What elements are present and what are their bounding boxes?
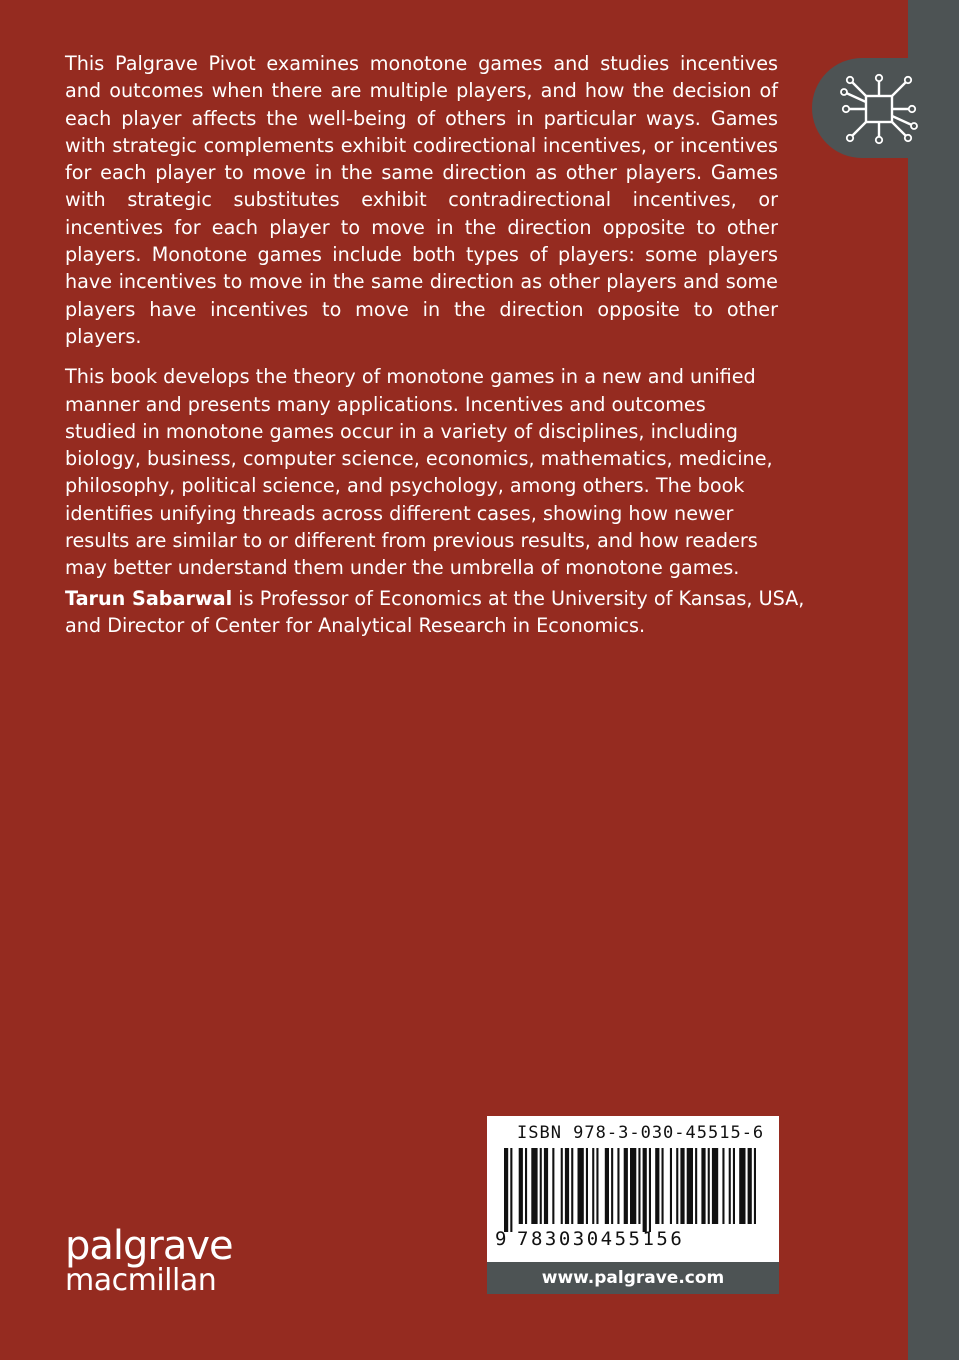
barcode-bar xyxy=(525,1148,527,1224)
barcode-bar xyxy=(748,1148,752,1224)
barcode-bar xyxy=(630,1148,636,1224)
spine-strip xyxy=(908,0,959,1360)
barcode-bar xyxy=(540,1148,542,1224)
barcode-bar xyxy=(754,1148,756,1224)
barcode-bar xyxy=(729,1148,731,1224)
publisher-logo xyxy=(65,1223,233,1298)
barcode-bar xyxy=(712,1148,718,1224)
author-name: Tarun Sabarwal xyxy=(65,587,233,610)
series-tab xyxy=(812,58,959,158)
barcode-bars xyxy=(502,1148,764,1232)
barcode-bar xyxy=(578,1148,584,1224)
barcode-bar xyxy=(519,1148,523,1224)
blurb-paragraph-1: This Palgrave Pivot examines monotone games and studies incentives and outcomes when there are multiple players, and how the decision of each player affects the well-being of others in particular ways. Games with strategic complements exhibit codirectional incentives, or incentives for each player to move in the same direction as other players. Games with strategic substitutes exhibit contradirectional incentives, or incentives for each player to move in the direction opposite to other players. Monotone games include both types of players: some players have incentives to move in the same direction as other players and some players have incentives to move in the direction opposite to other players. xyxy=(65,52,778,348)
barcode-bar xyxy=(670,1148,672,1224)
publisher-logo-line2: macmillan xyxy=(65,1263,217,1298)
barcode-bar xyxy=(662,1148,664,1224)
barcode-bar xyxy=(571,1148,573,1224)
barcode-bar xyxy=(565,1148,569,1224)
blurb-text xyxy=(65,50,778,595)
barcode-bar xyxy=(510,1148,512,1232)
barcode-digits: 783030455156 xyxy=(517,1228,685,1250)
barcode-bar xyxy=(638,1148,640,1224)
isbn-label: ISBN 978-3-030-45515-6 xyxy=(517,1123,765,1143)
publisher-url: www.palgrave.com xyxy=(487,1262,779,1294)
barcode-bar xyxy=(531,1148,537,1224)
barcode-bar xyxy=(649,1148,651,1232)
barcode-bar xyxy=(676,1148,678,1224)
barcode-bar xyxy=(655,1148,659,1224)
barcode-bar xyxy=(592,1148,594,1224)
barcode-bar xyxy=(739,1148,745,1224)
barcode-bar xyxy=(605,1148,609,1224)
barcode-bar xyxy=(695,1148,697,1224)
network-node-icon xyxy=(840,70,918,148)
barcode-bar xyxy=(611,1148,613,1224)
barcode-bar xyxy=(596,1148,598,1224)
publisher-logo-line1: palgrave xyxy=(65,1223,233,1269)
barcode-bar xyxy=(701,1148,705,1224)
barcode-bar xyxy=(504,1148,508,1232)
barcode-bar xyxy=(586,1148,588,1224)
author-bio-text: is Professor of Economics at the University of Kansas, USA, and Director of Center for Analytical Research in Economics. xyxy=(65,587,805,638)
barcode-first-digit: 9 xyxy=(495,1228,507,1250)
barcode-bar xyxy=(687,1148,693,1224)
barcode-bar xyxy=(617,1148,619,1224)
barcode-bar xyxy=(544,1148,548,1224)
author-bio xyxy=(65,585,805,640)
barcode-bar xyxy=(733,1148,735,1224)
barcode-bar xyxy=(624,1148,628,1224)
barcode-bar xyxy=(561,1148,563,1224)
blurb-paragraph-2: This book develops the theory of monotone games in a new and unified manner and presents many applications. Incentives and outcomes studied in monotone games occur in a variety of disciplines, including biology, business, computer science, economics, mathematics, medicine, philosophy, political science, and psychology, among others. The book identifies unifying threads across different cases, showing how newer results are similar to or different from previous results, and how readers may better understand them under the umbrella of monotone games. xyxy=(65,365,773,580)
barcode-bar xyxy=(643,1148,647,1232)
barcode-bar xyxy=(722,1148,724,1224)
barcode-bar xyxy=(708,1148,710,1224)
barcode-bar xyxy=(680,1148,684,1224)
barcode-bar xyxy=(552,1148,554,1224)
